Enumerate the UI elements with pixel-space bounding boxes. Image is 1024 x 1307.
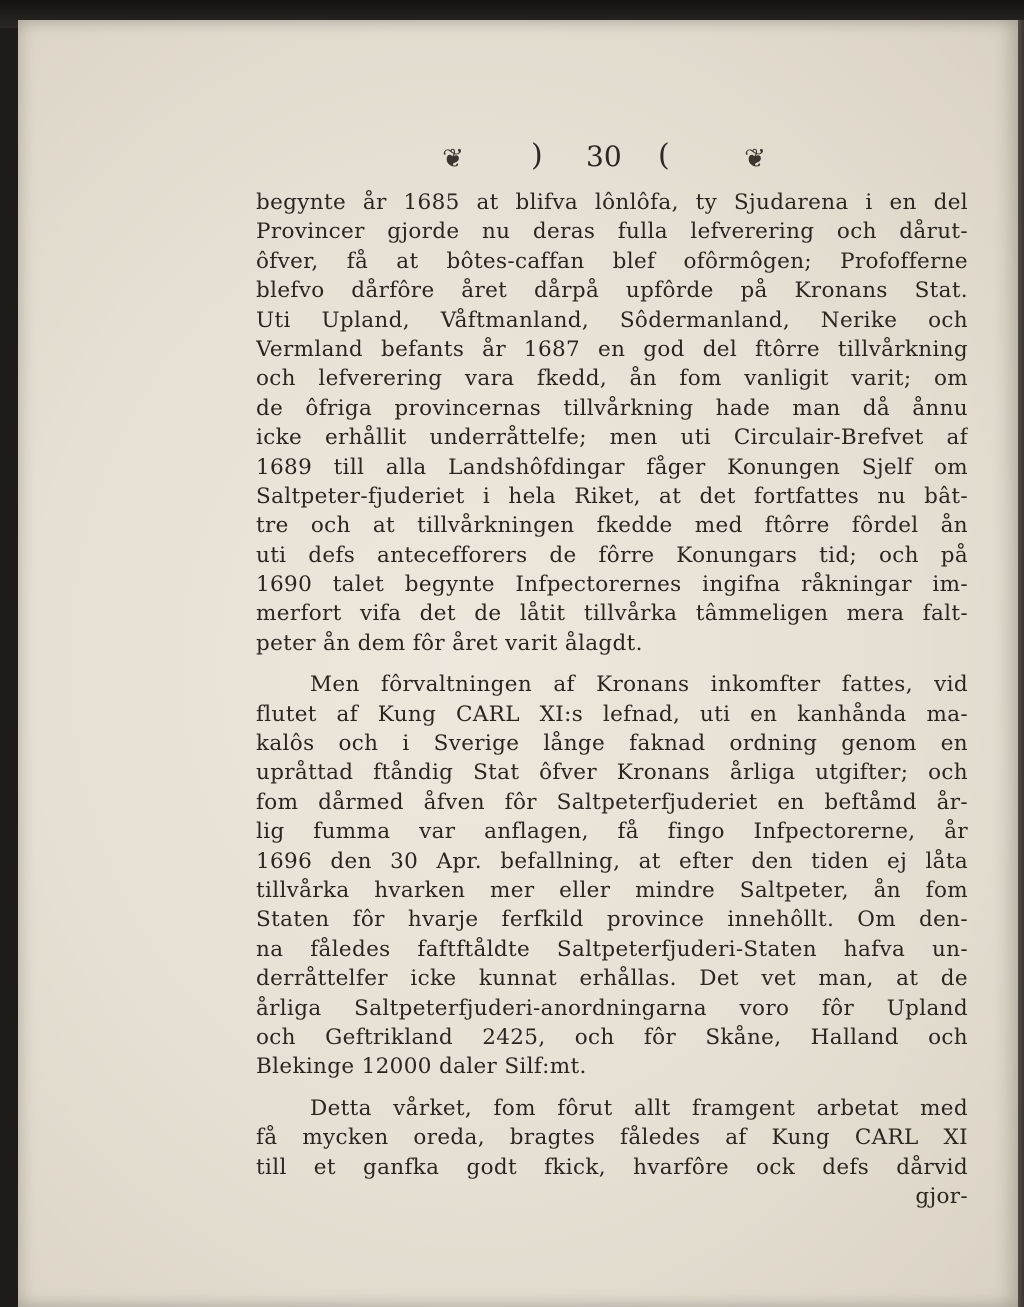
text-line: 1690 talet begynte Infpectorernes ingifna råkningar im- xyxy=(256,572,968,598)
text-line: årliga Saltpeterfjuderi-anordningarna voro fôr Upland xyxy=(256,995,968,1021)
text-line: derråttelfer icke kunnat erhållas. Det vet man, at de xyxy=(256,966,968,992)
header-paren-right: ( xyxy=(658,138,670,173)
text-line: Vermland befants år 1687 en god del ftôrre tillvårkning xyxy=(256,336,968,362)
text-line: fom dårmed åfven fôr Saltpeterfjuderiet en beftåmd år- xyxy=(256,789,968,815)
paragraph xyxy=(256,670,968,1081)
header-paren-left: ) xyxy=(531,138,543,173)
book-page xyxy=(18,20,1018,1307)
text-line: begynte år 1685 at blifva lônlôfa, ty Sjudarena i en del xyxy=(256,190,968,215)
page-header xyxy=(18,138,1018,178)
text-line: Uti Upland, Våftmanland, Sôdermanland, Nerike och xyxy=(256,307,968,333)
text-line: Saltpeter-fjuderiet i hela Riket, at det fortfattes nu bât- xyxy=(256,483,968,509)
text-line: Men fôrvaltningen af Kronans inkomfter fattes, vid xyxy=(310,672,968,698)
paragraph-gap xyxy=(256,1082,968,1094)
text-line: uti defs antecefforers de fôrre Konungars tid; och på xyxy=(256,542,968,568)
text-line: upråttad ftåndig Stat ôfver Kronans årliga utgifter; och xyxy=(256,760,968,786)
text-line: Provincer gjorde nu deras fulla lefverering och dårut- xyxy=(256,219,968,245)
body-text xyxy=(256,188,968,1211)
text-line: och Geftrikland 2425, och fôr Skåne, Halland och xyxy=(256,1024,968,1050)
text-line: na fåledes faftftåldte Saltpeterfjuderi-Staten hafva un- xyxy=(256,936,968,962)
text-line: flutet af Kung CARL XI:s lefnad, uti en kanhånda ma- xyxy=(256,701,968,727)
text-line: icke erhållit underråttelfe; men uti Circulair-Brefvet af xyxy=(256,425,968,451)
paragraph-gap xyxy=(256,658,968,670)
text-line: kalôs och i Sverige långe faknad ordning genom en xyxy=(256,731,968,757)
text-line: tre och at tillvårkningen fkedde med ftôrre fôrdel ån xyxy=(256,513,968,539)
catchword: gjor- xyxy=(915,1183,968,1209)
text-line: lig fumma var anflagen, få fingo Infpectorerne, år xyxy=(256,819,968,845)
text-line: ôfver, få at bôtes-caffan blef ofôrmôgen; Profofferne xyxy=(256,248,968,274)
text-line: peter ån dem fôr året varit ålagdt. xyxy=(256,630,643,656)
paragraph xyxy=(256,188,968,658)
text-line: de ôfriga provincernas tillvårkning hade man då ånnu xyxy=(256,395,968,421)
text-line: 1696 den 30 Apr. befallning, at efter den tiden ej låta xyxy=(256,848,968,874)
text-line: få mycken oreda, bragtes fåledes af Kung CARL XI xyxy=(256,1125,968,1151)
paragraph xyxy=(256,1094,968,1182)
page-number: 30 xyxy=(586,140,622,173)
ornament-icon: ❦ xyxy=(442,144,464,174)
text-line: 1689 till alla Landshôfdingar fåger Konungen Sjelf om xyxy=(256,454,968,480)
text-line: Blekinge 12000 daler Silf:mt. xyxy=(256,1054,587,1080)
ornament-icon: ❦ xyxy=(744,144,766,174)
text-line: och lefverering vara fkedd, ån fom vanligit varit; om xyxy=(256,366,968,392)
text-line: Detta vårket, fom fôrut allt framgent arbetat med xyxy=(310,1095,968,1121)
text-line: tillvårka hvarken mer eller mindre Saltpeter, ån fom xyxy=(256,877,968,903)
text-line: blefvo dårfôre året dårpå upfôrde på Kronans Stat. xyxy=(256,278,968,304)
text-line: Staten fôr hvarje ferfkild province innehôllt. Om den- xyxy=(256,907,968,933)
text-line: till et ganfka godt fkick, hvarfôre ock defs dårvid xyxy=(256,1154,968,1180)
text-line: merfort vifa det de låtit tillvårka tâmmeligen mera falt- xyxy=(256,601,968,627)
